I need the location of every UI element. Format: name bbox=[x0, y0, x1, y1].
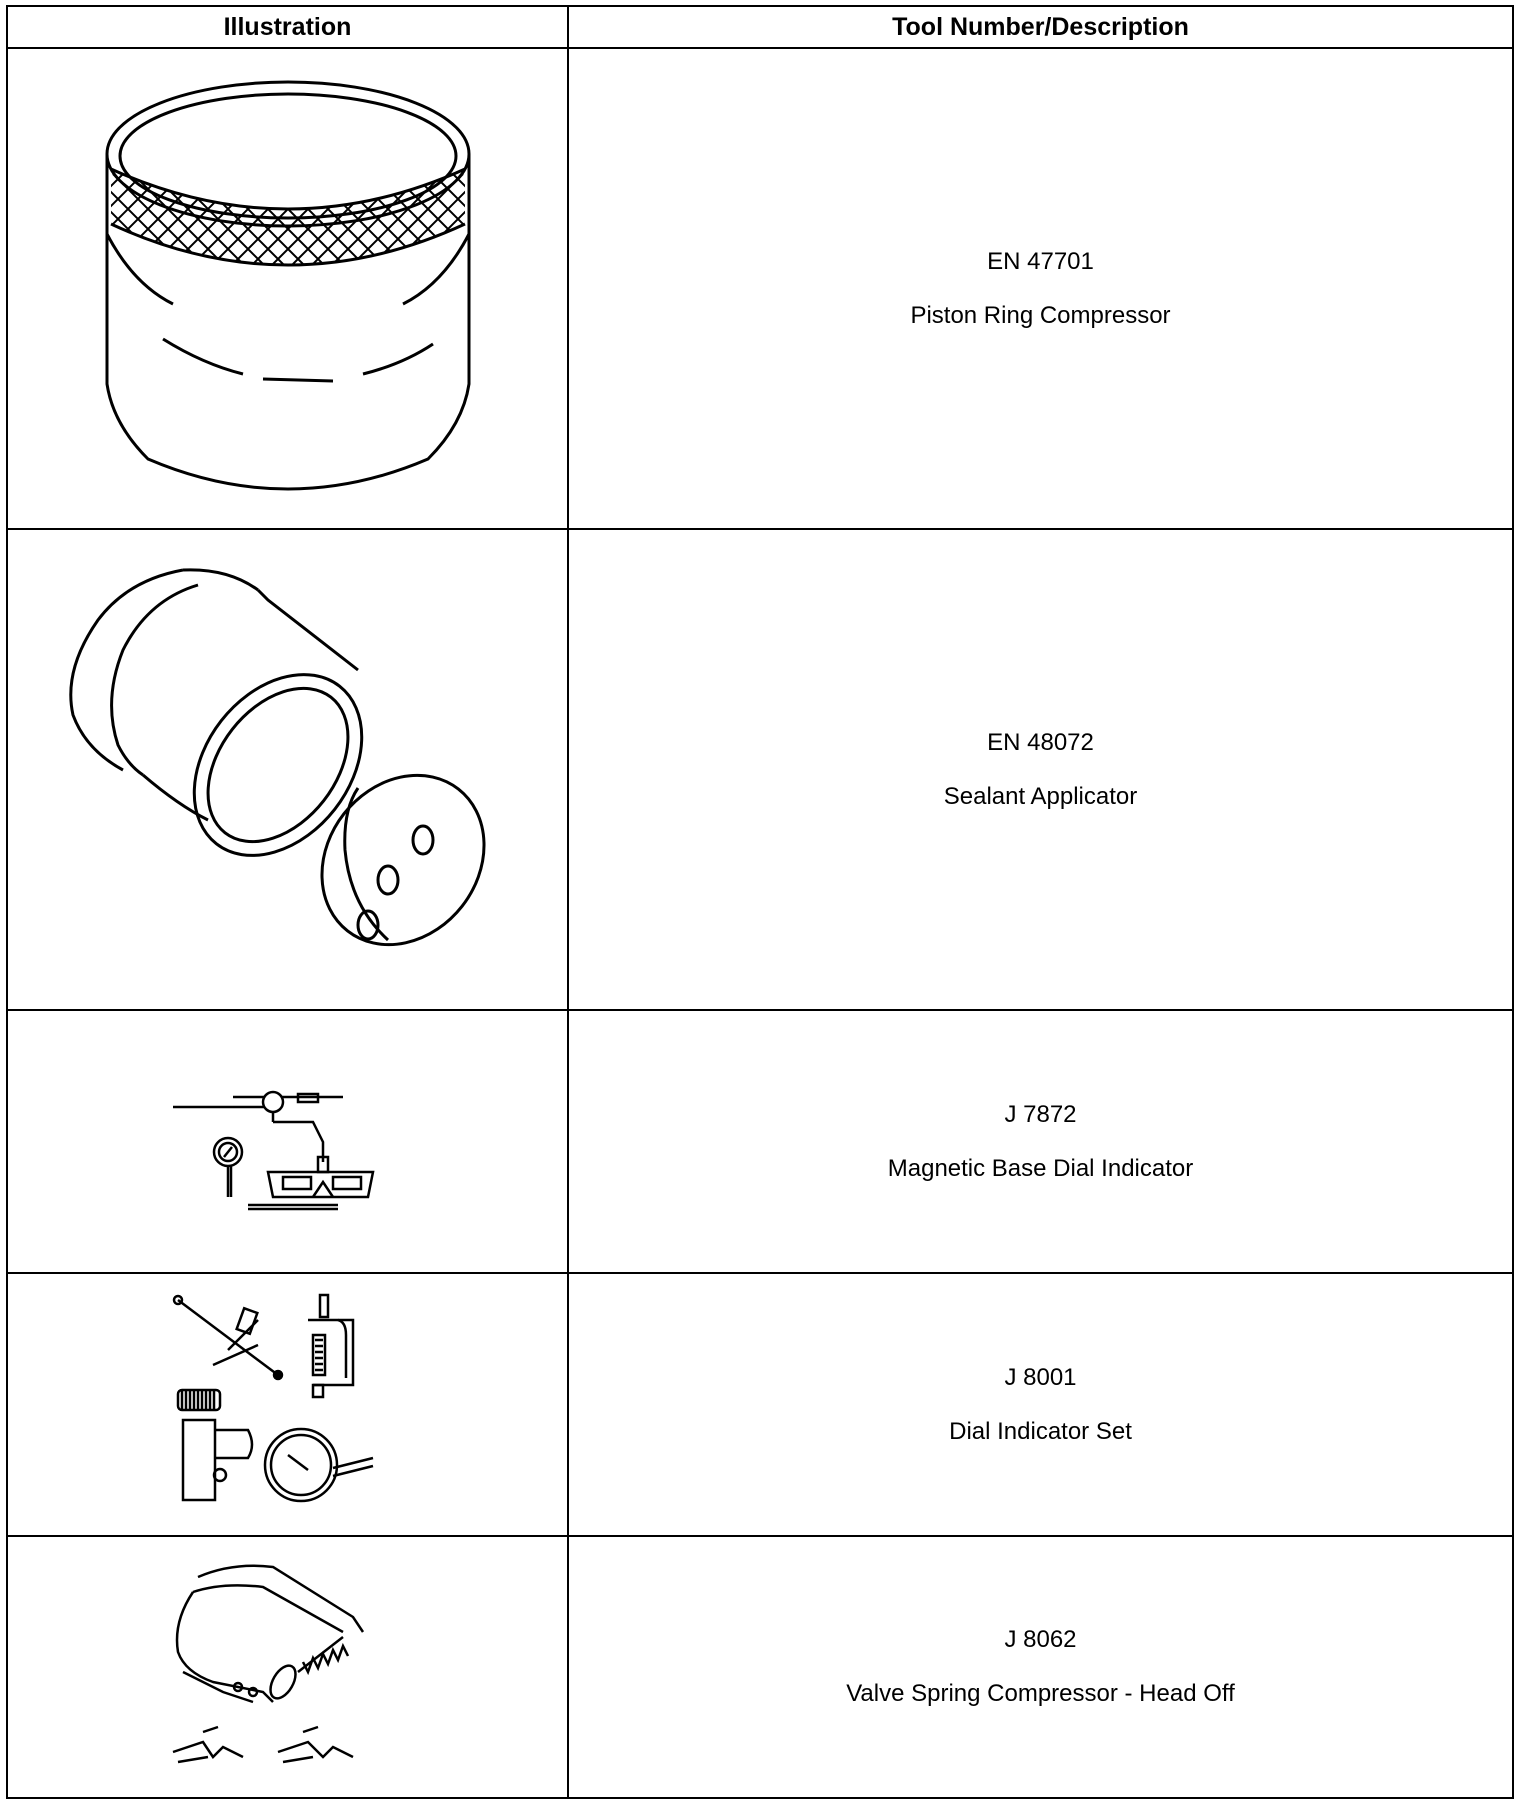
dial-indicator-set-icon bbox=[168, 1290, 408, 1520]
magnetic-base-dial-indicator-icon bbox=[168, 1072, 408, 1212]
table-row bbox=[7, 1536, 1513, 1798]
table-row bbox=[7, 48, 1513, 529]
tool-description: Sealant Applicator bbox=[943, 782, 1138, 810]
illustration-cell bbox=[7, 1010, 568, 1273]
tool-description: Dial Indicator Set bbox=[949, 1417, 1132, 1445]
illustration-cell bbox=[7, 1536, 568, 1798]
table-row bbox=[7, 1010, 1513, 1273]
tool-number: EN 48072 bbox=[987, 728, 1094, 756]
tool-header: Tool Number/Description bbox=[568, 6, 1513, 48]
sealant-applicator-icon bbox=[58, 560, 518, 980]
tool-number: J 8001 bbox=[1004, 1363, 1077, 1391]
tool-table bbox=[6, 5, 1514, 1799]
tool-description: Magnetic Base Dial Indicator bbox=[887, 1154, 1194, 1182]
tool-number: J 8062 bbox=[1004, 1626, 1077, 1653]
illustration-cell bbox=[7, 1273, 568, 1536]
tool-description-cell bbox=[568, 529, 1513, 1010]
tool-number: J 7872 bbox=[1004, 1100, 1077, 1128]
tool-description-cell bbox=[568, 1273, 1513, 1536]
tool-number: EN 47701 bbox=[987, 247, 1094, 275]
table-row bbox=[7, 1273, 1513, 1536]
piston-ring-compressor-icon bbox=[93, 74, 483, 504]
table-row bbox=[7, 529, 1513, 1010]
valve-spring-compressor-icon bbox=[163, 1552, 413, 1782]
illustration-header: Illustration bbox=[7, 6, 568, 48]
tool-description-cell bbox=[568, 48, 1513, 529]
tool-description: Piston Ring Compressor bbox=[910, 301, 1171, 329]
tool-description: Valve Spring Compressor - Head Off bbox=[846, 1680, 1235, 1707]
tool-description-cell bbox=[568, 1010, 1513, 1273]
illustration-cell bbox=[7, 48, 568, 529]
header-row bbox=[7, 6, 1513, 48]
tool-description-cell bbox=[568, 1536, 1513, 1798]
illustration-cell bbox=[7, 529, 568, 1010]
